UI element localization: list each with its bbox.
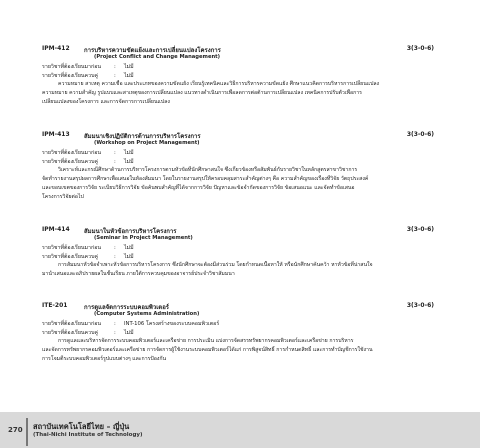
description-line: เปลี่ยนแปลงของโครงการ และการจัดการการเปลี่ยนแปลง [42,99,170,105]
course-subtitle-en: (Project Conflict and Change Management) [94,54,220,60]
course-title: การดูแลจัดการระบบคอมพิวเตอร์ [84,304,170,311]
prerequisite-label: รายวิชาที่ต้องเรียนมาก่อน [42,64,102,70]
course-credits: 3(3-0-6) [406,45,434,52]
course-description [42,80,434,107]
page-number: 270 [8,426,23,434]
prerequisite-value: ไม่มี [124,150,134,156]
colon: : [114,245,116,251]
footer-divider [26,418,28,446]
course-description [42,166,434,202]
prerequisite-row [42,149,134,157]
prerequisite-value: ไม่มี [124,64,134,70]
corequisite-value: ไม่มี [124,254,134,260]
course-description [42,261,434,279]
colon: : [114,150,116,156]
colon: : [114,321,116,327]
colon: : [114,159,116,165]
corequisite-value: ไม่มี [124,73,134,79]
course-code: IPM-412 [42,45,70,52]
description-line: การโจมตีระบบคอมพิวเตอร์รูปแบบต่างๆ และการป้องกัน [42,356,167,362]
course-subtitle-en: (Workshop on Project Management) [94,140,200,146]
page-footer [0,412,480,448]
course-credits: 3(3-0-6) [406,302,434,309]
description-line: การดูแลและบริหารจัดการระบบคอมพิวเตอร์และเครือข่าย การประเมิน แบ่งการจัดสรรทรัพยากรคอมพิวเตอร์และเครือข่าย การบริหาร [58,338,354,344]
course-code: IPM-414 [42,226,70,233]
description-line: วิเคราะห์และกรณีศึกษาด้านการบริหารโครงการตามหัวข้อที่นักศึกษาสนใจ ซึ่งเกี่ยวข้องหรือสัมพันธ์กับรายวิชาในหลักสูตรสาขาวิชาการ [58,167,358,173]
corequisite-label: รายวิชาที่ต้องเรียนควบคู่ [42,73,98,79]
course-subtitle-en: (Computer Systems Administration) [94,311,200,317]
corequisite-row [42,253,134,261]
description-line: และขอบเขตของการวิจัย ระเบียบวิธีการวิจัย ข้อค้นพบสำคัญที่ได้จากการวิจัย ปัญหาและข้อจำกัดของการวิจัย ข้อเสนอแนะ และจัดทำข้อเสนอ [42,185,355,191]
course-subtitle-en: (Seminar in Project Management) [94,235,193,241]
course-title: การบริหารความขัดแย้งและการเปลี่ยนแปลงโครงการ [84,47,221,54]
corequisite-label: รายวิชาที่ต้องเรียนควบคู่ [42,330,98,336]
corequisite-label: รายวิชาที่ต้องเรียนควบคู่ [42,159,98,165]
course-credits: 3(3-0-6) [406,131,434,138]
prerequisite-row [42,63,134,71]
prerequisite-label: รายวิชาที่ต้องเรียนมาก่อน [42,321,102,327]
description-line: การสัมมนาหัวข้อจำเพาะหัวข้อการบริหารโครงการ ซึ่งนักศึกษาจะต้องมีส่วนร่วม โดยกำหนดเนื้อหาให้ หรือนักศึกษาค้นคว้า หาหัวข้อที่น่าสนใจ [58,262,373,268]
description-line: จัดทำรายงานสรุปผลการศึกษาเพื่อเสนอในห้องสัมมนา โดยในรายงานสรุปให้ครอบคลุมสาระสำคัญต่างๆ คือ ความสำคัญของเรื่องที่วิจัย วัตถุประสงค์ [42,176,369,182]
description-line: ความหมาย ความสำคัญ รูปแบบและสาเหตุของการเปลี่ยนแปลง แนวทางดำเนินการเพื่อลดการต่อต้านการเปลี่ยนแปลง เทคนิคการปรับตัวเพื่อการ [42,90,362,96]
corequisite-value: ไม่มี [124,159,134,165]
course-code: ITE-201 [42,302,68,309]
colon: : [114,330,116,336]
course-description [42,337,434,364]
institute-name-en: (Thai-Nichi Institute of Technology) [33,432,143,438]
description-line: และจัดการทรัพยากรคอมพิวเตอร์และเครือข่าย การจัดการผู้ใช้งานระบบคอมพิวเตอร์ได้แก่ การพิสูจน์สิทธิ์ การกำหนดสิทธิ์ และการทำบัญชีการใช้งาน [42,347,373,353]
description-line: โครงการวิจัยต่อไป [42,194,84,200]
institute-name-th: สถาบันเทคโนโลยีไทย – ญี่ปุ่น [33,422,130,431]
prerequisite-row [42,320,219,328]
course-title: สัมมนาเชิงปฏิบัติการด้านการบริหารโครงการ [84,133,201,140]
prerequisite-value: ไม่มี [124,245,134,251]
corequisite-value: ไม่มี [124,330,134,336]
colon: : [114,73,116,79]
colon: : [114,64,116,70]
prerequisite-label: รายวิชาที่ต้องเรียนมาก่อน [42,245,102,251]
prerequisite-value: INT-106 โครงสร้างของระบบคอมพิวเตอร์ [124,321,220,327]
description-line: ความหมาย สาเหตุ ความเชื่อ และประเภทของความขัดแย้ง เรียนรู้เทคนิคและวิธีการบริหารความขัดแย้ง ศึกษาแนวคิดการบริหารการเปลี่ยนแปลง [58,81,380,87]
course-credits: 3(3-0-6) [406,226,434,233]
prerequisite-row [42,244,134,252]
corequisite-row [42,329,134,337]
colon: : [114,254,116,260]
corequisite-row [42,158,134,166]
corequisite-row [42,72,134,80]
prerequisite-label: รายวิชาที่ต้องเรียนมาก่อน [42,150,102,156]
course-code: IPM-413 [42,131,70,138]
description-line: มานำเสนอและอภิปรายผลในชั้นเรียน ภายใต้การควบคุมของอาจารย์ประจำวิชาสัมมนา [42,271,235,277]
corequisite-label: รายวิชาที่ต้องเรียนควบคู่ [42,254,98,260]
course-title: สัมมนาในหัวข้อการบริหารโครงการ [84,228,177,235]
